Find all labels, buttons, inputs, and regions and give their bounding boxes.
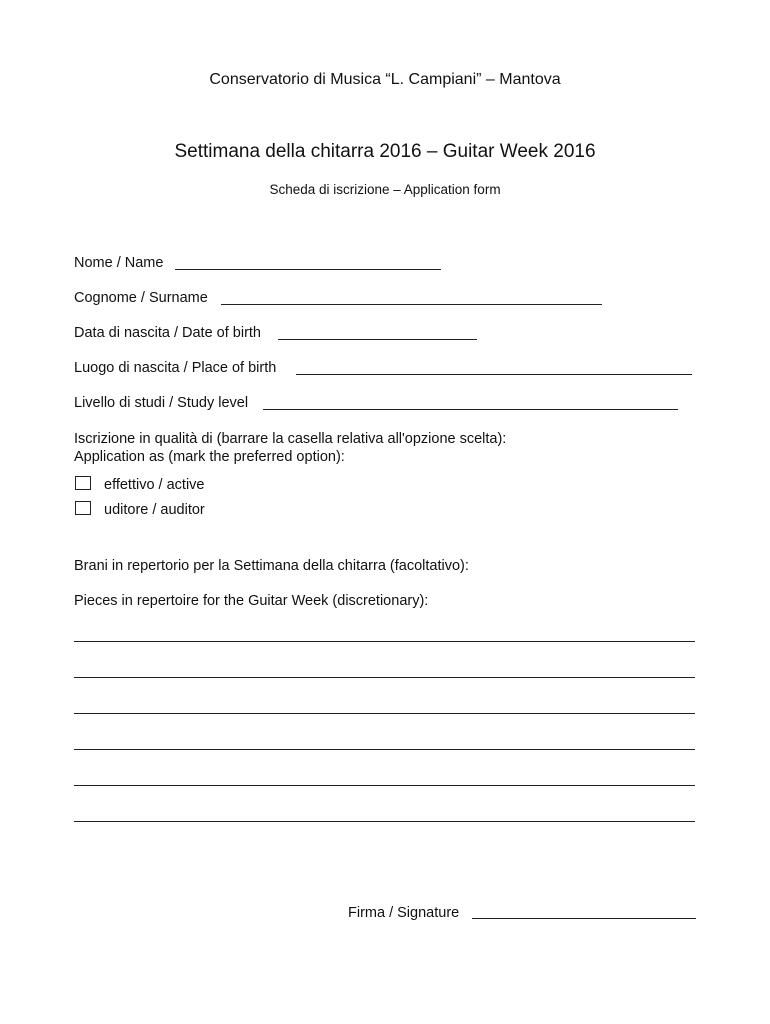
active-checkbox[interactable] xyxy=(75,476,91,490)
birth-place-label: Luogo di nascita / Place of birth xyxy=(74,360,277,376)
auditor-option-label: uditore / auditor xyxy=(104,502,205,518)
surname-label: Cognome / Surname xyxy=(74,290,208,306)
repertoire-line[interactable] xyxy=(74,821,695,822)
repertoire-label-it: Brani in repertorio per la Settimana della chitarra (facoltativo): xyxy=(74,558,469,574)
birth-date-label: Data di nascita / Date of birth xyxy=(74,325,261,341)
signature-field[interactable] xyxy=(472,918,696,919)
repertoire-line[interactable] xyxy=(74,641,695,642)
institution-heading: Conservatorio di Musica “L. Campiani” – Mantova xyxy=(209,71,561,88)
page-title: Settimana della chitarra 2016 – Guitar Week 2016 xyxy=(174,141,596,162)
surname-field[interactable] xyxy=(221,304,602,305)
repertoire-line[interactable] xyxy=(74,677,695,678)
auditor-checkbox[interactable] xyxy=(75,501,91,515)
registration-instruction-it: Iscrizione in qualità di (barrare la casella relativa all'opzione scelta): xyxy=(74,431,507,447)
name-field[interactable] xyxy=(175,269,441,270)
study-level-label: Livello di studi / Study level xyxy=(74,395,249,411)
signature-label: Firma / Signature xyxy=(348,905,460,921)
repertoire-label-en: Pieces in repertoire for the Guitar Week (discretionary): xyxy=(74,593,429,609)
repertoire-line[interactable] xyxy=(74,785,695,786)
birth-place-field[interactable] xyxy=(296,374,692,375)
repertoire-line[interactable] xyxy=(74,749,695,750)
registration-instruction-en: Application as (mark the preferred option): xyxy=(74,449,345,465)
active-option-label: effettivo / active xyxy=(104,477,205,493)
form-subtitle: Scheda di iscrizione – Application form xyxy=(269,182,501,197)
name-label: Nome / Name xyxy=(74,255,164,271)
birth-date-field[interactable] xyxy=(278,339,477,340)
study-level-field[interactable] xyxy=(263,409,678,410)
repertoire-line[interactable] xyxy=(74,713,695,714)
